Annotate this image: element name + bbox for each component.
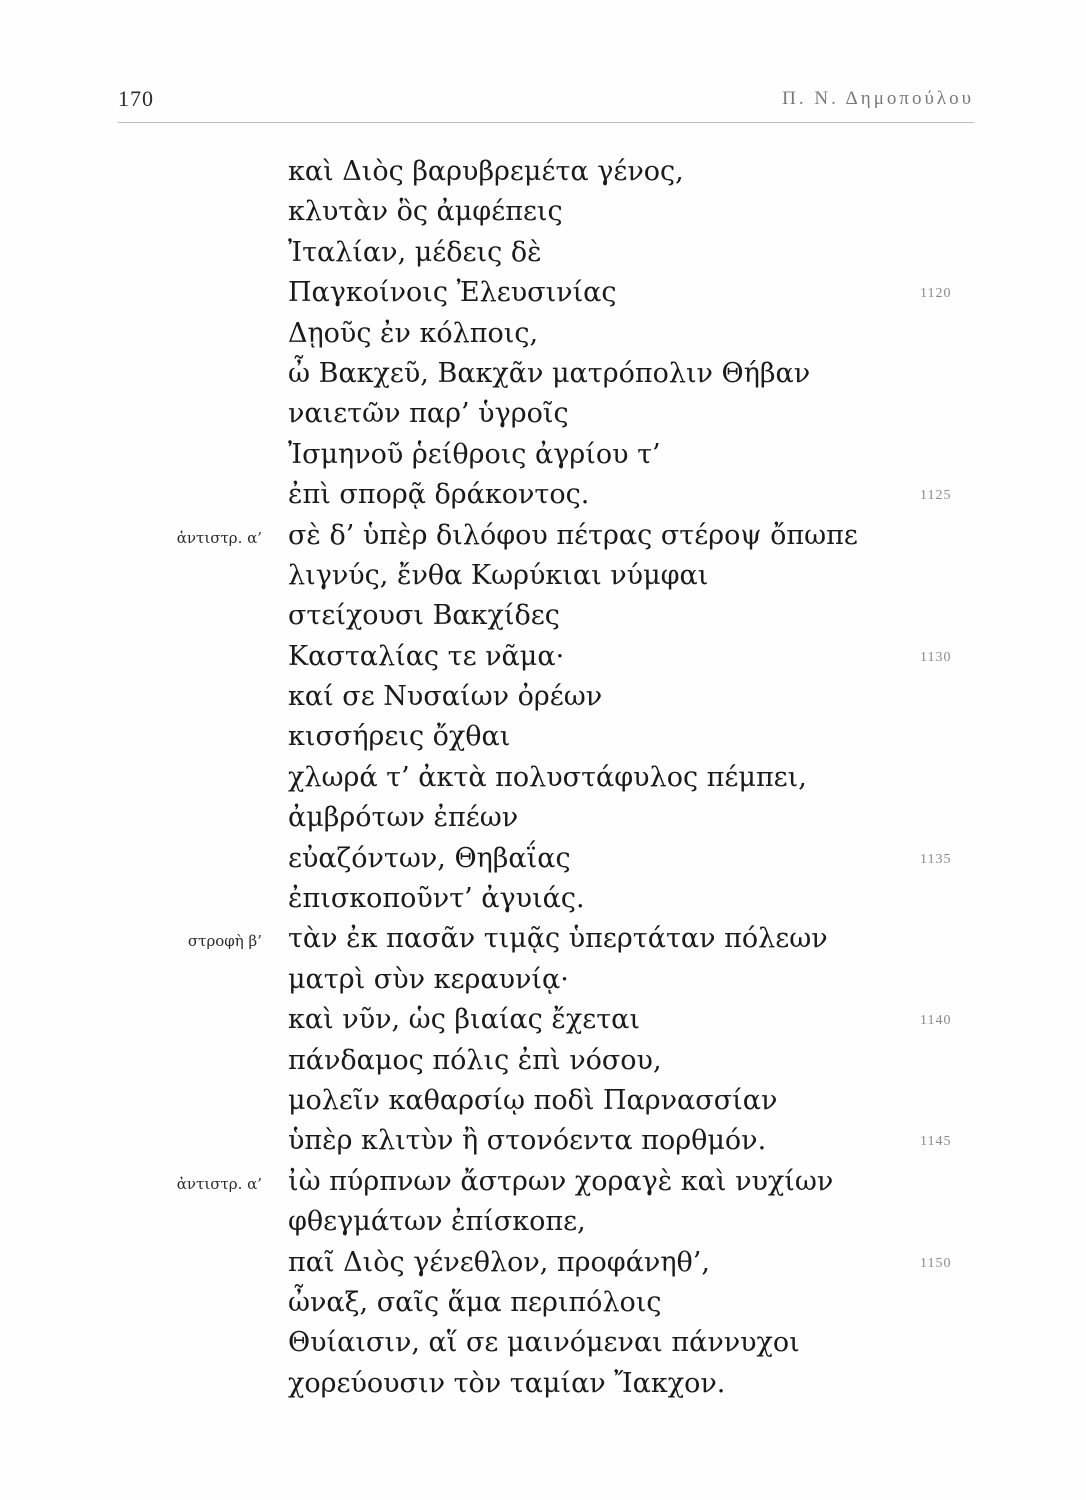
verse-text: Θυίαισιν, αἵ σε μαινόμεναι πάννυχοι (288, 1327, 800, 1359)
verse-text: Ἰσμηνοῦ ῥείθροις ἀγρίου τ’ (288, 438, 661, 470)
verse-text: τὰν ἐκ πασᾶν τιμᾷς ὑπερτάταν πόλεων (288, 923, 828, 955)
verse-line (0, 801, 1086, 841)
verse-text: κισσήρεις ὄχθαι (288, 721, 511, 753)
verse-line (0, 155, 1086, 195)
verse-line (0, 1084, 1086, 1124)
line-number: 1135 (920, 851, 952, 867)
strophe-label: στροφὴ β’ (187, 932, 262, 951)
verse-line (0, 478, 1086, 518)
verse-text: ὦναξ, σαῖς ἅμα περιπόλοις (288, 1286, 662, 1318)
verse-text: λιγνύς, ἔνθα Κωρύκιαι νύμφαι (288, 559, 709, 591)
verse-text: Ἰταλίαν, μέδεις δὲ (288, 236, 542, 268)
verse-text: φθεγμάτων ἐπίσκοπε, (288, 1206, 586, 1238)
verse-text: ματρὶ σὺν κεραυνίᾳ· (288, 963, 569, 995)
verse-text: καὶ Διὸς βαρυβρεμέτα γένος, (288, 156, 684, 187)
verse-text: Κασταλίας τε νᾶμα· (288, 640, 565, 672)
verse-line (0, 1205, 1086, 1245)
verse-text: σὲ δ’ ὑπὲρ διλόφου πέτρας στέροψ ὄπωπε (288, 519, 858, 551)
verse-line (0, 1367, 1086, 1407)
verse-text: ἰὼ πύρπνων ἄστρων χοραγὲ καὶ νυχίων (288, 1165, 834, 1197)
verse-text: καί σε Νυσαίων ὀρέων (288, 681, 603, 713)
running-head: Π. Ν. Δημοπούλου (782, 88, 974, 109)
verse-text: Δῃοῦς ἐν κόλποις, (288, 317, 539, 349)
verse-line (0, 1003, 1086, 1043)
verse-line (0, 720, 1086, 760)
verse-text: στείχουσι Βακχίδες (288, 600, 560, 632)
verse-line (0, 1124, 1086, 1164)
verse-text: καὶ νῦν, ὡς βιαίας ἔχεται (288, 1004, 640, 1036)
verse-block (0, 155, 1086, 1407)
verse-text: χορεύουσιν τὸν ταμίαν Ἴακχον. (288, 1367, 726, 1399)
verse-text: κλυτὰν ὃς ἀμφέπεις (288, 196, 563, 228)
verse-line (0, 397, 1086, 437)
verse-text: ἐπισκοποῦντ’ ἀγυιάς. (288, 883, 585, 915)
verse-line (0, 680, 1086, 720)
verse-line (0, 1044, 1086, 1084)
verse-line (0, 236, 1086, 276)
page-header (118, 86, 974, 122)
line-number: 1150 (920, 1255, 952, 1271)
verse-line (0, 195, 1086, 235)
line-number: 1120 (920, 286, 952, 302)
line-number: 1125 (920, 488, 952, 504)
verse-line (0, 842, 1086, 882)
verse-line (0, 640, 1086, 680)
line-number: 1145 (920, 1134, 952, 1150)
verse-line (0, 317, 1086, 357)
verse-line (0, 519, 1086, 559)
page-number: 170 (118, 86, 154, 111)
line-number: 1140 (920, 1013, 952, 1029)
strophe-label: ἀντιστρ. α’ (176, 1174, 262, 1193)
verse-line (0, 438, 1086, 478)
verse-line (0, 357, 1086, 397)
verse-text: Παγκοίνοις Ἐλευσινίας (288, 277, 617, 309)
verse-line (0, 761, 1086, 801)
verse-text: μολεῖν καθαρσίῳ ποδὶ Παρνασσίαν (288, 1084, 778, 1116)
verse-line (0, 1286, 1086, 1326)
verse-line (0, 882, 1086, 922)
verse-line (0, 922, 1086, 962)
verse-text: ἐπὶ σπορᾷ δράκοντος. (288, 479, 590, 511)
verse-text: ναιετῶν παρ’ ὑγροῖς (288, 398, 569, 430)
verse-text: πάνδαμος πόλις ἐπὶ νόσου, (288, 1044, 662, 1076)
verse-line (0, 1246, 1086, 1286)
verse-text: ὦ Βακχεῦ, Βακχᾶν ματρόπολιν Θήβαν (288, 357, 811, 389)
verse-line (0, 1165, 1086, 1205)
header-rule (118, 122, 974, 123)
strophe-label: ἀντιστρ. α’ (176, 528, 262, 547)
verse-text: παῖ Διὸς γένεθλον, προφάνηθ’, (288, 1246, 710, 1278)
verse-text: χλωρά τ’ ἀκτὰ πολυστάφυλος πέμπει, (288, 761, 807, 793)
verse-line (0, 963, 1086, 1003)
verse-text: ὑπὲρ κλιτὺν ἢ στονόεντα πορθμόν. (288, 1125, 767, 1157)
verse-line (0, 559, 1086, 599)
verse-line (0, 1326, 1086, 1366)
verse-line (0, 276, 1086, 316)
line-number: 1130 (920, 649, 952, 665)
verse-line (0, 599, 1086, 639)
verse-text: ἀμβρότων ἐπέων (288, 802, 519, 834)
verse-text: εὐαζόντων, Θηβαΐας (288, 842, 571, 874)
